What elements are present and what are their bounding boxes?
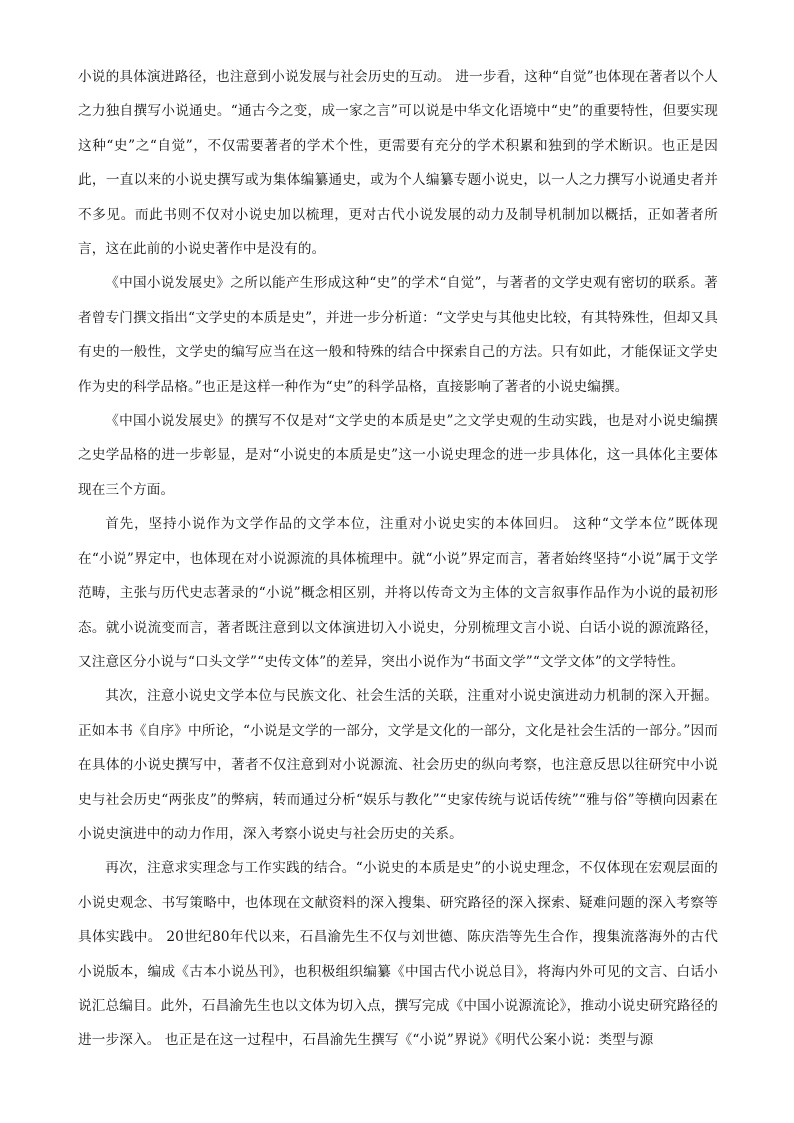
paragraph-continuation: 小说的具体演进路径，也注意到小说发展与社会历史的互动。 进一步看，这种“自觉”也体现在著者以个人之力独自撰写小说通史。“通古今之变，成一家之言”可以说是中华文化语境中“史”的重要特性，但要实现这种“史”之“自觉”，不仅需要著者的学术个性，更需要有充分的学术积累和独到的学术断识。也正是因此，一直以来的小说史撰写或为集体编纂通史，或为个人编纂专题小说史，以一人之力撰写小说通史者并不多见。而此书则不仅对小说史加以梳理，更对古代小说发展的动力及制导机制加以概括，正如著者所言，这在此前的小说史著作中是没有的。 [78, 69, 718, 258]
paragraph-second-aspect: 其次，注意小说史文学本位与民族文化、社会生活的关联，注重对小说史演进动力机制的深入开掘。正如本书《自序》中所论，“小说是文学的一部分，文学是文化的一部分，文化是社会生活的一部分。”因而在具体的小说史撰写中，著者不仅注意到对小说源流、社会历史的纵向考察，也注意反思以往研究中小说史与社会历史“两张皮”的弊病，转而通过分析“娱乐与教化”“史家传统与说话传统”“雅与俗”等横向因素在小说史演进中的动力作用，深入考察小说史与社会历史的关系。 [78, 688, 718, 842]
paragraph-literary-history-view: 《中国小说发展史》之所以能产生形成这种“史”的学术“自觉”，与著者的文学史观有密切的联系。著者曾专门撰文指出“文学史的本质是史”，并进一步分析道：“文学史与其他史比较，有其特殊性，但却又具有史的一般性，文学史的编写应当在这一般和特殊的结合中探索自己的方法。只有如此，才能保证文学史作为史的科学品格。”也正是这样一种作为“史”的科学品格，直接影响了著者的小说史编撰。 [78, 275, 718, 395]
paragraph-three-aspects-intro: 《中国小说发展史》的撰写不仅是对“文学史的本质是史”之文学史观的生动实践，也是对小说史编撰之史学品格的进一步彰显，是对“小说史的本质是史”这一小说史理念的进一步具体化，这一具体化主要体现在三个方面。 [78, 413, 718, 498]
article-body [78, 60, 718, 1058]
paragraph-third-aspect: 再次，注意求实理念与工作实践的结合。“小说史的本质是史”的小说史理念，不仅体现在宏观层面的小说史观念、书写策略中，也体现在文献资料的深入搜集、研究路径的深入探索、疑难问题的深入考察等具体实践中。 20世纪80年代以来，石昌渝先生不仅与刘世德、陈庆浩等先生合作，搜集流落海外的古代小说版本，编成《古本小说丛刊》，也积极组织编纂《中国古代小说总目》，将海内外可见的文言、白话小说汇总编目。此外，石昌渝先生也以文体为切入点，撰写完成《中国小说源流论》，推动小说史研究路径的进一步深入。 也正是在这一过程中，石昌渝先生撰写《“小说”界说》《明代公案小说：类型与源 [78, 860, 718, 1049]
paragraph-first-aspect: 首先，坚持小说作为文学作品的文学本位，注重对小说史实的本体回归。 这种“文学本位”既体现在“小说”界定中，也体现在对小说源流的具体梳理中。就“小说”界定而言，著者始终坚持“小说”属于文学范畴，主张与历代史志著录的“小说”概念相区别，并将以传奇文为主体的文言叙事作品作为小说的最初形态。就小说流变而言，著者既注意到以文体演进切入小说史，分别梳理文言小说、白话小说的源流路径，又注意区分小说与“口头文学”“史传文体”的差异，突出小说作为“书面文学”“文学文体”的文学特性。 [78, 516, 718, 670]
